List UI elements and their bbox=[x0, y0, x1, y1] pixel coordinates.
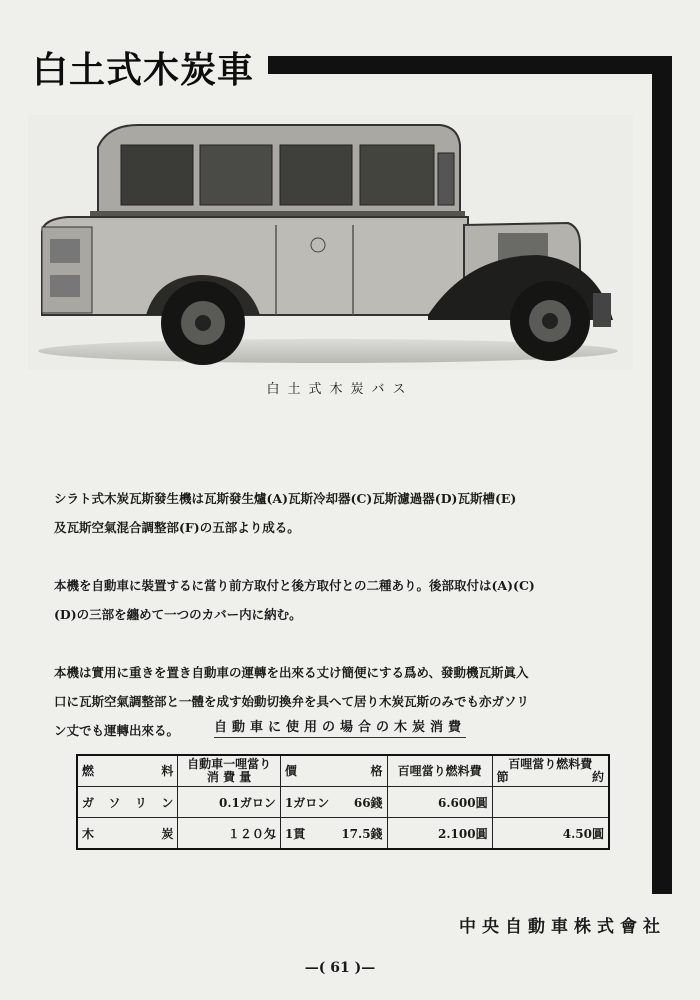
cell-price: 1貫 17.5錢 bbox=[280, 818, 387, 850]
page-number: —( 61 )— bbox=[304, 960, 376, 976]
top-border-bar bbox=[268, 56, 672, 74]
company-name: 中央自動車株式會社 bbox=[459, 917, 666, 937]
page-title: 白土式木炭車 bbox=[32, 50, 255, 91]
table-header-row bbox=[77, 755, 609, 787]
header-price: 價 格 bbox=[280, 755, 387, 787]
cell-consumption: １２０匁 bbox=[178, 818, 281, 850]
cell-consumption: 0.1ガロン bbox=[178, 787, 281, 818]
cell-fuel: ガソリン bbox=[77, 787, 178, 818]
paragraph: シラト式木炭瓦斯發生機は瓦斯發生爐(A)瓦斯冷却器(C)瓦斯濾過器(D)瓦斯槽(E) 及瓦斯空氣混合調整部(F)の五部より成る。 bbox=[54, 491, 517, 535]
paragraph: 本機は實用に重きを置き自動車の運轉を出來る丈け簡便にする爲め、發動機瓦斯眞入 口に瓦斯空氣調整部と一體を成す始動切換弁を具へて居り木炭瓦斯のみでも亦ガソリ ン丈でも運轉出來る。 bbox=[54, 665, 530, 738]
header-consumption: 自動車一哩當り 消 費 量 bbox=[178, 755, 281, 787]
table-row bbox=[77, 787, 609, 818]
table-row bbox=[77, 818, 609, 850]
charcoal-bus-photo bbox=[28, 115, 633, 370]
cell-cost: 6.600圓 bbox=[387, 787, 492, 818]
photo-caption: 白土式木炭バス bbox=[266, 382, 414, 397]
cell-fuel: 木 炭 bbox=[77, 818, 178, 850]
cell-saving bbox=[492, 787, 609, 818]
right-border-bar bbox=[652, 56, 672, 894]
cell-saving: 4.50圓 bbox=[492, 818, 609, 850]
header-saving: 百哩當り燃料費 節 約 bbox=[492, 755, 609, 787]
header-cost: 百哩當り燃料費 bbox=[387, 755, 492, 787]
paragraph: 本機を自動車に裝置するに當り前方取付と後方取付との二種あり。後部取付は(A)(C) (D)の三部を纏めて一つのカバー内に納む。 bbox=[54, 578, 535, 622]
cell-cost: 2.100圓 bbox=[387, 818, 492, 850]
header-fuel: 燃 料 bbox=[77, 755, 178, 787]
cell-price: 1ガロン 66錢 bbox=[280, 787, 387, 818]
table-title: 自動車に使用の場合の木炭消費 bbox=[0, 716, 680, 735]
charcoal-consumption-table bbox=[76, 754, 610, 850]
